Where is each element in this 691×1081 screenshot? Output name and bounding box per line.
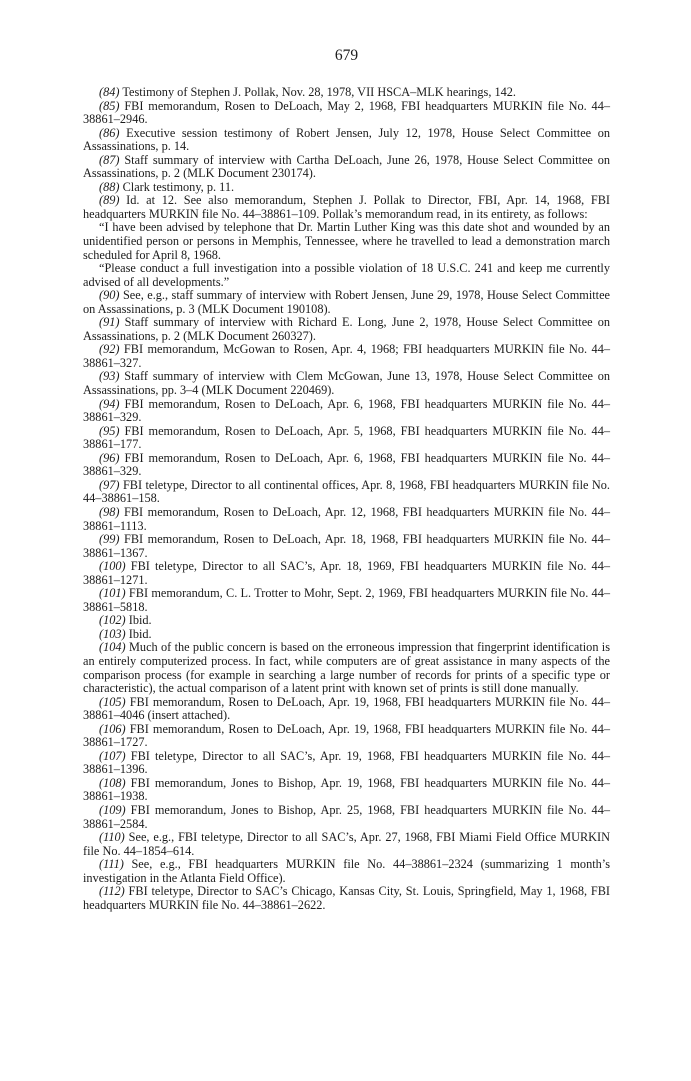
footnote-number: (106) — [99, 721, 126, 736]
footnote — [83, 506, 610, 533]
footnote — [83, 858, 610, 885]
footnote-text: FBI teletype, Director to all SAC’s, Apr. 19, 1968, FBI headquarters MURKIN file No. 44–38861–1396. — [83, 748, 610, 777]
footnote-number: (107) — [99, 748, 126, 763]
footnote-text: FBI memorandum, Rosen to DeLoach, Apr. 12, 1968, FBI headquarters MURKIN file No. 44–38861–1113. — [83, 504, 610, 533]
footnote-number: (95) — [99, 423, 120, 438]
page-number: 679 — [334, 47, 359, 64]
footnote-text: FBI teletype, Director to all SAC’s, Apr. 18, 1969, FBI headquarters MURKIN file No. 44–38861–1271. — [83, 559, 610, 587]
footnote-text: Staff summary of interview with Cartha DeLoach, June 26, 1978, House Select Committee on Assassinations, p. 2 (MLK Document 230174). — [83, 152, 611, 181]
footnote-number: (93) — [99, 369, 120, 384]
footnote — [83, 127, 610, 154]
footnote-number: (90) — [99, 288, 120, 303]
footnote-text: FBI memorandum, C. L. Trotter to Mohr, Sept. 2, 1969, FBI headquarters MURKIN file No. 44–38861–5818. — [83, 586, 610, 614]
footnote-text: See, e.g., staff summary of interview with Robert Jensen, June 29, 1978, House Select Committee on Assassinations, p. 3 (MLK Document 190108). — [83, 288, 610, 316]
footnote-number: (94) — [99, 396, 120, 411]
footnote-text: “Please conduct a full investigation into a possible violation of 18 U.S.C. 241 and keep me currently advised of all developments.” — [83, 261, 610, 289]
footnote — [83, 100, 610, 127]
footnote-number: (111) — [99, 857, 124, 872]
footnote — [83, 452, 610, 479]
footnote-number: (85) — [99, 98, 120, 113]
footnote-text: FBI memorandum, Rosen to DeLoach, Apr. 5, 1968, FBI headquarters MURKIN file No. 44–38861–177. — [83, 423, 610, 452]
footnote-text: Ibid. — [128, 613, 152, 628]
footnote — [83, 479, 610, 506]
footnote-text: Id. at 12. See also memorandum, Stephen J. Pollak to Director, FBI, Apr. 14, 1968, FBI headquarters MURKIN file No. 44–38861–109. Pollak’s memorandum read, in its entirety, as follows: — [83, 193, 610, 221]
footnote — [83, 398, 610, 425]
footnote-number: (108) — [99, 775, 126, 790]
footnote — [83, 154, 610, 181]
footnote — [83, 804, 610, 831]
footnote — [83, 641, 610, 695]
footnote-text: FBI memorandum, Rosen to DeLoach, Apr. 19, 1968, FBI headquarters MURKIN file No. 44–38861–4046 (insert attached). — [83, 694, 610, 723]
quoted-paragraph — [83, 262, 610, 289]
footnote-text: FBI memorandum, Jones to Bishop, Apr. 25, 1968, FBI headquarters MURKIN file No. 44–38861–2584. — [83, 802, 610, 831]
footnote — [83, 723, 610, 750]
footnote-text: FBI memorandum, Jones to Bishop, Apr. 19, 1968, FBI headquarters MURKIN file No. 44–38861–1938. — [83, 775, 610, 804]
footnote-number: (89) — [99, 193, 120, 208]
footnote-number: (86) — [99, 125, 120, 140]
footnote-text: “I have been advised by telephone that Dr. Martin Luther King was this date shot and wounded by an unidentified person or persons in Memphis, Tennessee, where he travelled to lead a demonstration march scheduled for April 8, 1968. — [83, 220, 610, 262]
footnote-text: Staff summary of interview with Richard E. Long, June 2, 1978, House Select Committee on Assassinations, p. 2 (MLK Document 260327). — [83, 315, 610, 343]
footnotes-list — [83, 86, 610, 912]
footnote-text: Ibid. — [128, 626, 152, 641]
footnote — [83, 533, 610, 560]
footnote-text: Executive session testimony of Robert Jensen, July 12, 1978, House Select Committee on Assassinations, p. 14. — [83, 125, 610, 154]
footnote-text: FBI memorandum, Rosen to DeLoach, Apr. 18, 1968, FBI headquarters MURKIN file No. 44–38861–1367. — [83, 532, 610, 560]
footnote-number: (101) — [99, 586, 126, 601]
footnote-text: FBI memorandum, Rosen to DeLoach, May 2, 1968, FBI headquarters MURKIN file No. 44–38861–2946. — [83, 98, 610, 127]
footnote — [83, 370, 610, 397]
footnote-number: (102) — [99, 613, 126, 628]
footnote-number: (99) — [99, 532, 120, 547]
footnote-number: (112) — [99, 884, 125, 899]
footnote-number: (110) — [99, 830, 125, 845]
footnote — [83, 425, 610, 452]
footnote-text: Much of the public concern is based on the erroneous impression that fingerprint identification is an entirely computerized process. In fact, while computers are of great assistance in many aspects of the comparison process (for example in searching a large number of records for prints of a specific type or characteristic), the actual comparison of a latent print with known set of prints is still done manually. — [83, 640, 611, 696]
footnote-number: (91) — [99, 315, 120, 330]
footnote — [83, 885, 610, 912]
footnote-number: (97) — [99, 477, 120, 492]
footnote-number: (87) — [99, 152, 120, 167]
footnote — [83, 696, 610, 723]
footnote-text: FBI teletype, Director to all continental offices, Apr. 8, 1968, FBI headquarters MURKIN file No. 44–38861–158. — [83, 477, 610, 506]
footnote-number: (105) — [99, 694, 126, 709]
footnote-text: FBI memorandum, Rosen to DeLoach, Apr. 6, 1968, FBI headquarters MURKIN file No. 44–38861–329. — [83, 450, 610, 479]
footnote — [83, 343, 610, 370]
footnote-number: (98) — [99, 504, 120, 519]
footnote — [83, 777, 610, 804]
footnote-text: FBI memorandum, Rosen to DeLoach, Apr. 6, 1968, FBI headquarters MURKIN file No. 44–38861–329. — [83, 396, 610, 425]
footnote — [83, 587, 610, 614]
footnote-text: Staff summary of interview with Clem McGowan, June 13, 1978, House Select Committee on Assassinations, pp. 3–4 (MLK Document 220469). — [83, 369, 610, 398]
footnote-text: Clark testimony, p. 11. — [122, 179, 235, 194]
footnote-number: (100) — [99, 559, 126, 574]
footnote — [83, 194, 610, 221]
footnote-text: FBI memorandum, Rosen to DeLoach, Apr. 19, 1968, FBI headquarters MURKIN file No. 44–38861–1727. — [83, 721, 610, 750]
footnote-text: FBI teletype, Director to SAC’s Chicago, Kansas City, St. Louis, Springfield, May 1, 1968, FBI headquarters MURKIN file No. 44–38861–2622. — [83, 884, 610, 912]
footnote-number: (92) — [99, 342, 120, 357]
footnote — [83, 614, 610, 628]
footnote — [83, 560, 610, 587]
footnote-number: (104) — [99, 640, 126, 655]
document-page — [83, 46, 610, 912]
footnote — [83, 831, 610, 858]
quoted-paragraph — [83, 221, 610, 262]
footnote-number: (103) — [99, 626, 126, 641]
footnote — [83, 750, 610, 777]
footnote-text: See, e.g., FBI headquarters MURKIN file No. 44–38861–2324 (summarizing 1 month’s investigation in the Atlanta Field Office). — [83, 857, 610, 885]
footnote-number: (84) — [99, 85, 120, 99]
footnote-number: (96) — [99, 450, 120, 465]
footnote — [83, 316, 610, 343]
footnote — [83, 628, 610, 642]
footnote-number: (109) — [99, 802, 126, 817]
footnote — [83, 181, 610, 195]
footnote — [83, 86, 610, 100]
footnote-text: See, e.g., FBI teletype, Director to all SAC’s, Apr. 27, 1968, FBI Miami Field Office MURKIN file No. 44–1854–614. — [83, 830, 611, 858]
footnote-text: FBI memorandum, McGowan to Rosen, Apr. 4, 1968; FBI headquarters MURKIN file No. 44–38861–327. — [83, 342, 610, 370]
footnote — [83, 289, 610, 316]
footnote-number: (88) — [99, 179, 120, 194]
footnote-text: Testimony of Stephen J. Pollak, Nov. 28, 1978, VII HSCA–MLK hearings, 142. — [122, 85, 517, 99]
